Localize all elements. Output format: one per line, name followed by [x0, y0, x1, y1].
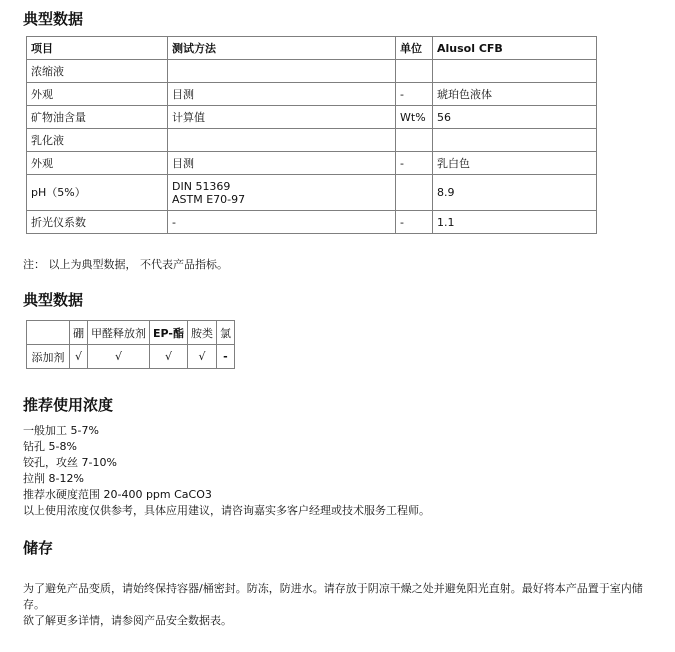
section-heading-storage: 储存: [23, 539, 54, 557]
usage-line: 铰孔，攻丝 7-10%: [23, 456, 117, 469]
usage-line: 钻孔 5-8%: [23, 440, 77, 453]
usage-line: 一般加工 5-7%: [23, 424, 99, 437]
table-cell: [396, 175, 433, 211]
table-cell: [168, 60, 396, 83]
table-cell: -: [396, 152, 433, 175]
usage-line: 拉削 8-12%: [23, 472, 84, 485]
table-row: [27, 345, 235, 369]
table-header-row: [27, 37, 597, 60]
table-row: [27, 83, 597, 106]
table-row: [27, 211, 597, 234]
col-header-amines: 胺类: [187, 321, 216, 345]
table-row: [27, 106, 597, 129]
table-cell: 乳化液: [27, 129, 168, 152]
table-cell: 8.9: [433, 175, 597, 211]
col-header-boron: 硼: [70, 321, 88, 345]
check-cell: -: [216, 345, 234, 369]
table-cell: [168, 129, 396, 152]
col-header-formaldehyde: 甲醛释放剂: [88, 321, 150, 345]
table-cell: [396, 129, 433, 152]
table-row: [27, 175, 597, 211]
section-heading-usage: 推荐使用浓度: [23, 396, 114, 414]
section-heading-typical-data-2: 典型数据: [23, 291, 84, 309]
table-cell: 目测: [168, 83, 396, 106]
table-cell: 目测: [168, 152, 396, 175]
table-cell: 乳白色: [433, 152, 597, 175]
table-header-row: [27, 321, 235, 345]
col-header-chlorine: 氯: [216, 321, 234, 345]
row-label-additive: 添加剂: [27, 345, 70, 369]
method-line: DIN 51369: [172, 179, 231, 193]
method-line: ASTM E70-97: [172, 192, 246, 206]
usage-line: 推荐水硬度范围 20-400 ppm CaCO3: [23, 488, 212, 501]
table-cell: 浓缩液: [27, 60, 168, 83]
table-cell: 琥珀色液体: [433, 83, 597, 106]
table-cell: 56: [433, 106, 597, 129]
storage-paragraph: 为了避免产品变质，请始终保持容器/桶密封。防冻，防进水。请存放于阴凉干燥之处并避免阳光直射。最好将本产品置于室内储存。: [23, 582, 643, 611]
storage-paragraph: 欲了解更多详情，请参阅产品安全数据表。: [23, 614, 232, 627]
table-cell: pH（5%）: [27, 175, 168, 211]
col-header-item: 项目: [27, 37, 168, 60]
table-cell: 折光仪系数: [27, 211, 168, 234]
check-cell: √: [150, 345, 188, 369]
table-cell: 外观: [27, 152, 168, 175]
table-cell: 1.1: [433, 211, 597, 234]
col-header-ep-ester: EP-酯: [150, 321, 188, 345]
check-cell: √: [187, 345, 216, 369]
table-row: [27, 129, 597, 152]
table-cell: [433, 60, 597, 83]
check-cell: √: [70, 345, 88, 369]
col-header-unit: 单位: [396, 37, 433, 60]
table-cell: 外观: [27, 83, 168, 106]
storage-text: [23, 581, 648, 629]
table-cell: [168, 175, 396, 211]
typical-data-table: [26, 36, 597, 234]
table-cell: [27, 321, 70, 345]
table-row: [27, 60, 597, 83]
table-cell: -: [396, 211, 433, 234]
table-cell: 矿物油含量: [27, 106, 168, 129]
table-cell: Wt%: [396, 106, 433, 129]
usage-line: 以上使用浓度仅供参考，具体应用建议，请咨询嘉实多客户经理或技术服务工程师。: [23, 504, 430, 517]
col-header-product: Alusol CFB: [433, 37, 597, 60]
table-cell: -: [396, 83, 433, 106]
section-heading-typical-data: 典型数据: [23, 10, 84, 28]
table-note: 注： 以上为典型数据， 不代表产品指标。: [23, 258, 228, 271]
table-cell: 计算值: [168, 106, 396, 129]
usage-list: [23, 423, 430, 519]
additive-table: [26, 320, 235, 369]
table-row: [27, 152, 597, 175]
table-cell: [433, 129, 597, 152]
col-header-method: 测试方法: [168, 37, 396, 60]
table-cell: [396, 60, 433, 83]
table-cell: -: [168, 211, 396, 234]
check-cell: √: [88, 345, 150, 369]
